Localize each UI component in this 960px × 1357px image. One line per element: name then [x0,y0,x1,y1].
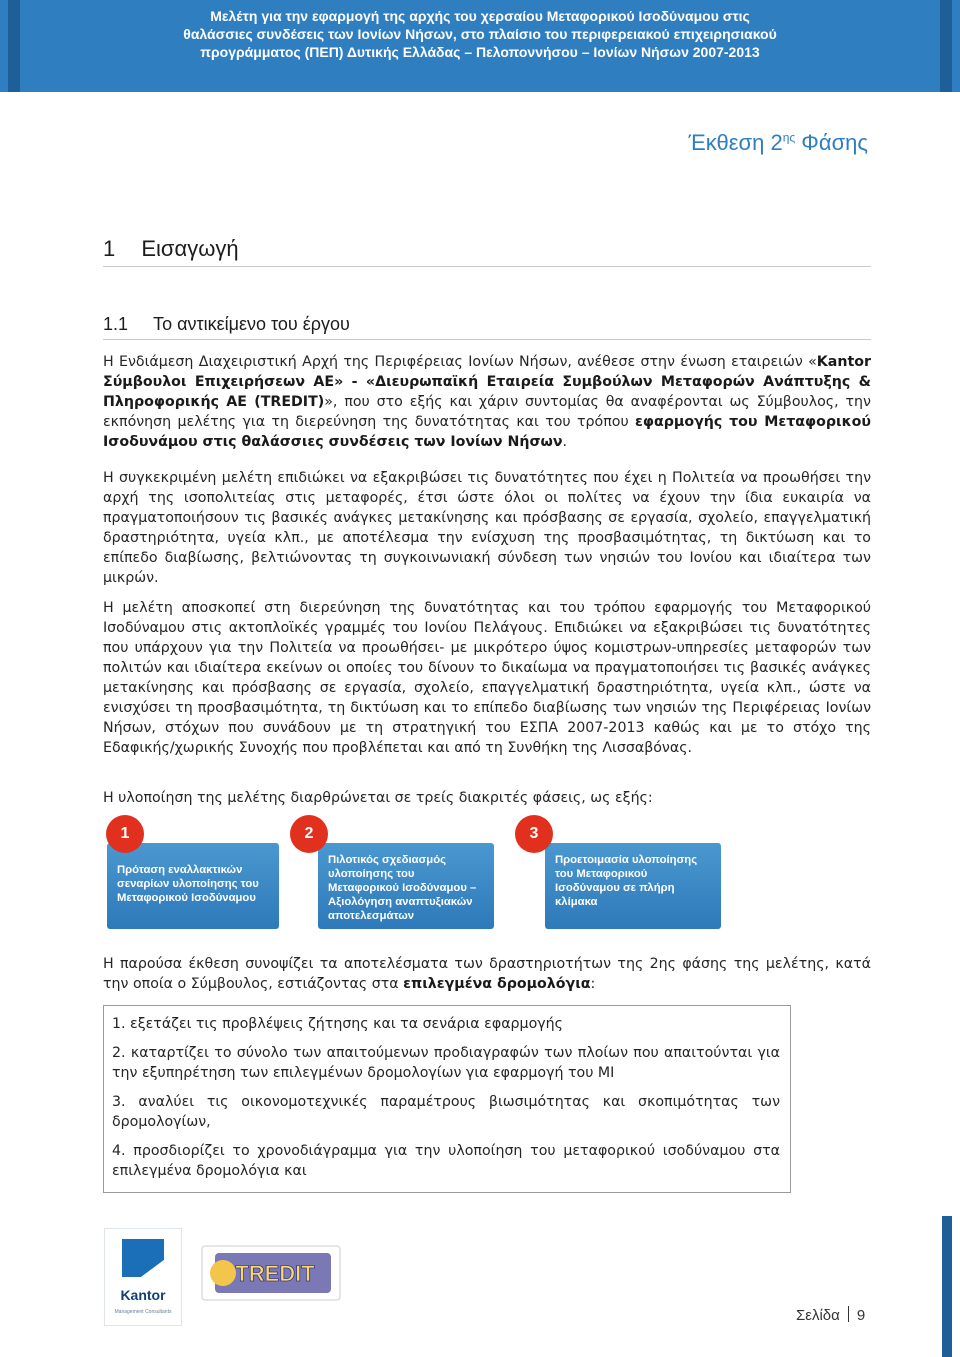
intro-contractor-names: Kantor Σύμβουλοι Επιχειρήσεων ΑΕ» - «Διευρωπαϊκή Εταιρεία Συμβούλων Μεταφορών Ανάπτυξης & Πληροφορικής ΑΕ (TREDIT) [103,354,871,410]
kantor-logo [104,1228,182,1326]
phase-1-label: Πρόταση εναλλακτικών σεναρίων υλοποίησης του Μεταφορικού Ισοδύναμου [117,864,259,904]
section-number: 1 [103,236,116,261]
header-line-1: Μελέτη για την εφαρμογή της αρχής του χερσαίου Μεταφορικού Ισοδύναμου στις [210,8,750,24]
page-number: 9 [856,1307,866,1324]
phase-2-box [318,843,494,929]
paragraph-objectives: Η συγκεκριμένη μελέτη επιδιώκει να εξακριβώσει τις δυνατότητες που έχει η Πολιτεία να προωθήσει την αρχή της ισοπολιτείας στις μεταφορές, έτσι ώστε όλοι οι πολίτες να έχουν την ίδια ευκαιρία να πραγματοποιήσουν τις βασικές ανάγκες μετακίνησης και πρόσβασης σε εργασία, σχολείο, επαγγελματική δραστηριότητα, υγεία κλπ., με αποτέλεσμα την ενίσχυση της προσβασιμότητας, τη δικτύωση και το επίπεδο διαβίωσης, βελτιώνοντας τη συγκοινωνιακή σύνδεση των νησιών του Ιονίου και ιδιαίτερα των μικρών. [103,470,871,586]
task-item: 4. προσδιορίζει το χρονοδιάγραμμα για την υλοποίηση του μεταφορικού ισοδύναμου στα επιλεγμένα δρομολόγια και [112,1143,780,1179]
paragraph-summary [103,954,871,994]
phase-3-box [545,843,721,929]
paragraph-phases-intro: Η υλοποίηση της μελέτης διαρθρώνεται σε τρείς διακριτές φάσεις, ως εξής: [103,790,653,806]
report-title-suffix: Φάσης [795,130,868,155]
tredit-logo [201,1245,341,1301]
header-line-3: προγράμματος (ΠΕΠ) Δυτικής Ελλάδας – Πελοποννήσου – Ιονίων Νήσων 2007-2013 [200,44,760,60]
phase-1-number: 1 [106,815,144,853]
tredit-logo-text: TREDIT [235,1261,315,1286]
footer-separator [848,1306,849,1322]
task-item: 3. αναλύει τις οικονομοτεχνικές παραμέτρους βιωσιμότητας και σκοπιμότητας των δρομολογίων, [112,1094,780,1130]
section-title: Εισαγωγή [141,236,239,261]
phase-2-number: 2 [290,815,328,853]
page-footer [796,1306,865,1324]
tredit-star-emblem-icon [210,1260,236,1286]
kantor-mark-icon [122,1239,164,1277]
report-title-sup: ης [782,130,796,145]
footer-right-edge [942,1216,952,1357]
subsection-heading-1-1 [103,314,871,340]
phase-1-box [107,843,279,929]
header-left-edge [8,0,20,92]
summary-text-c: : [590,976,596,992]
section-heading-1 [103,236,871,267]
intro-text-e: . [562,434,568,450]
intro-text-a: Η Ενδιάμεση Διαχειριστική Αρχή της Περιφέρειας Ιονίων Νήσων, ανέθεσε στην ένωση εταιρειών « [103,354,817,370]
paragraph-scope: Η μελέτη αποσκοπεί στη διερεύνηση της δυνατότητας και του τρόπου εφαρμογής του Μεταφορικού Ισοδύναμου στις ακτοπλοϊκές γραμμές του Ιονίου Πελάγους. Επιδιώκει να εξακριβώσει τις δυνατότητες που υπάρχουν για την Πολιτεία να προωθήσει- με μικρότερο ύψος κομιστρων-υπηρεσίες μεταφορών των πολιτών και ιδιαίτερα εκείνων οι οποίες του δίνουν το δικαίωμα να πραγματοποιήσει τις βασικές ανάγκες μετακίνησης και πρόσβασης σε εργασία, σχολείο, επαγγελματική δραστηριότητα, υγεία κλπ., ώστε να ενισχύσει τη προσβασιμότητα, τη δικτύωση και το επίπεδο διαβίωσης των νησιών της Περιφέρειας Ιονίων Νήσων, στόχων που συνάδουν με τη στρατηγική του ΕΣΠΑ 2007-2013 καθώς και με το στόχο της Εδαφικής/χωρικής Συνοχής που προβλέπεται και από τη Συνθήκη της Λισσαβόνας. [103,600,871,756]
phase-2-label: Πιλοτικός σχεδιασμός υλοποίησης του Μεταφορικού Ισοδύναμου – Αξιολόγηση αναπτυξιακών αποτελεσμάτων [328,854,477,922]
report-title [689,130,868,156]
report-title-prefix: Έκθεση 2 [688,130,783,155]
phase-3-number: 3 [515,815,553,853]
intro-project-title: εφαρμογής του Μεταφορικού Ισοδυνάμου στις θαλάσσιες συνδέσεις των Ιονίων Νήσων [103,414,871,450]
header-line-2: θαλάσσιες συνδέσεις των Ιονίων Νήσων, στο πλαίσιο του περιφερειακού επιχειρησιακού [183,26,777,42]
phase-3-label: Προετοιμασία υλοποίησης του Μεταφορικού Ισοδύναμου σε πλήρη κλίμακα [555,854,698,908]
summary-text-a: Η παρούσα έκθεση συνοψίζει τα αποτελέσματα των δραστηριοτήτων της 2ης φάσης της μελέτης, κατά την οποία ο Σύμβουλος, εστιάζοντας στα [103,956,871,992]
task-item: 2. καταρτίζει το σύνολο των απαιτούμενων προδιαγραφών των πλοίων που απαιτούνται για την εξυπηρέτηση των επιλεγμένων δρομολογίων για εφαρμογή του ΜΙ [112,1045,780,1081]
summary-selected-routes: επιλεγμένα δρομολόγια [403,976,591,992]
subsection-title: Το αντικείμενο του έργου [153,314,350,334]
tasks-box [103,1005,791,1193]
header-right-edge [940,0,952,92]
kantor-logo-text: Kantor [120,1287,166,1303]
subsection-number: 1.1 [103,314,129,334]
intro-text-c: », που στο εξής και χάριν συντομίας θα αναφέρονται ως Σύμβουλος, την εκπόνηση μελέτης για τη διερεύνηση της δυνατότητας και του τρόπου [103,394,871,430]
page-label: Σελίδα [796,1307,840,1324]
paragraph-intro [103,352,871,452]
kantor-logo-tagline: Management Consultants [114,1309,172,1315]
task-item: 1. εξετάζει τις προβλέψεις ζήτησης και τα σενάρια εφαρμογής [112,1016,563,1032]
